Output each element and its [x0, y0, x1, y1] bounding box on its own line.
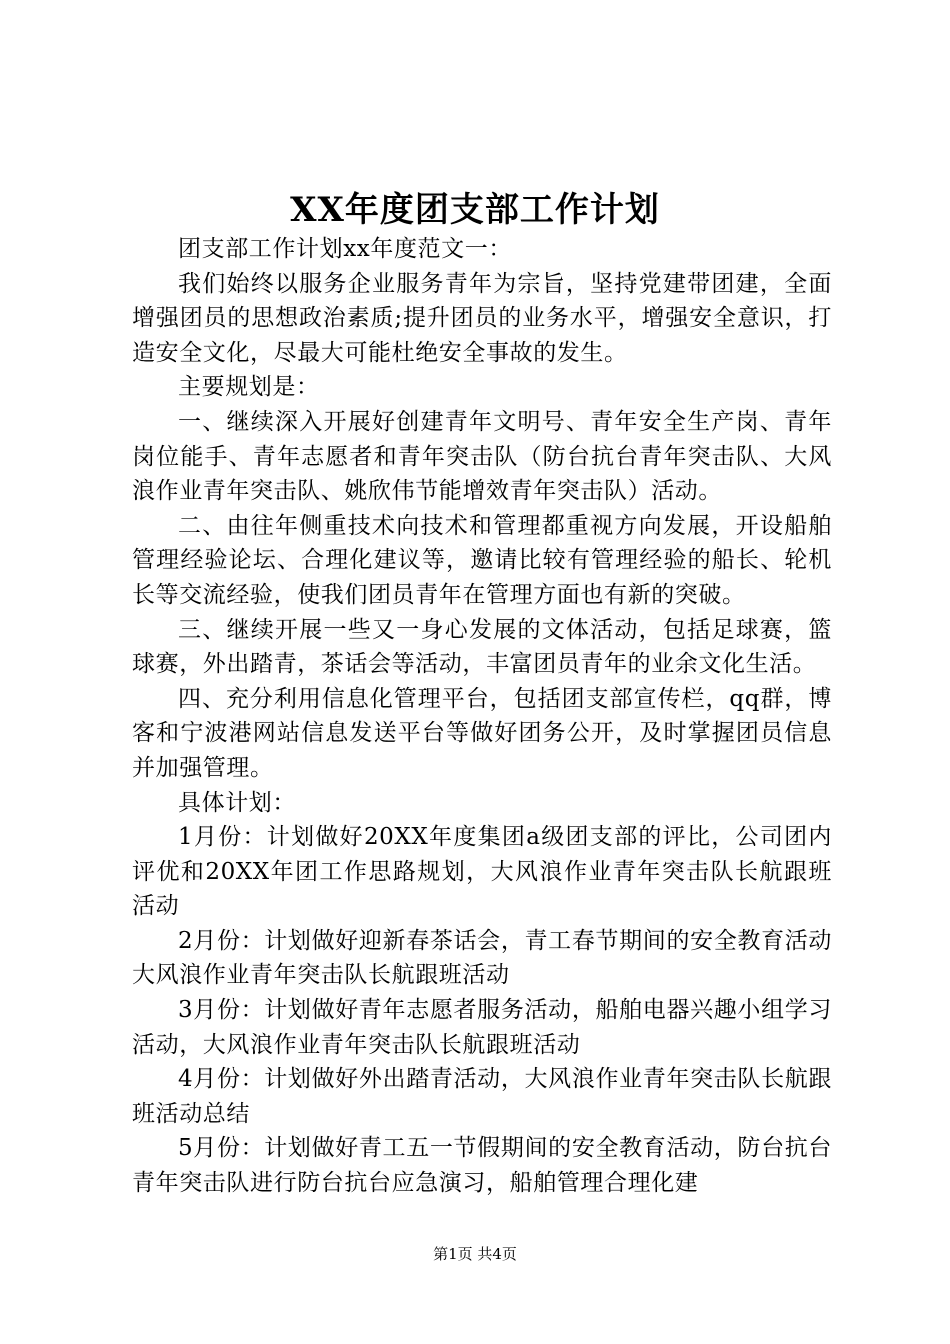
paragraph-plan-item-3: 三、继续开展一些又一身心发展的文体活动，包括足球赛，篮球赛，外出踏青，茶话会等活动，丰富团员青年的业余文化生活。 [132, 616, 832, 678]
paragraph-plan-item-4: 四、充分利用信息化管理平台，包括团支部宣传栏，qq群，博客和宁波港网站信息发送平台等做好团务公开，及时掌握团员信息并加强管理。 [132, 685, 832, 781]
document-body [132, 232, 832, 1201]
paragraph-month-1: 1月份：计划做好20XX年度集团a级团支部的评比，公司团内评优和20XX年团工作思路规划，大风浪作业青年突击队长航跟班活动 [132, 824, 832, 920]
paragraph-purpose: 我们始终以服务企业服务青年为宗旨，坚持党建带团建，全面增强团员的思想政治素质;提升团员的业务水平，增强安全意识，打造安全文化，尽最大可能杜绝安全事故的发生。 [132, 270, 832, 366]
paragraph-plan-item-1: 一、继续深入开展好创建青年文明号、青年安全生产岗、青年岗位能手、青年志愿者和青年突击队（防台抗台青年突击队、大风浪作业青年突击队、姚欣伟节能增效青年突击队）活动。 [132, 408, 832, 505]
paragraph-month-4: 4月份：计划做好外出踏青活动，大风浪作业青年突击队长航跟班活动总结 [132, 1066, 832, 1127]
paragraph-main-plan-heading: 主要规划是： [178, 374, 320, 401]
document-title: XX年度团支部工作计划 [290, 190, 660, 230]
paragraph-plan-item-2: 二、由往年侧重技术向技术和管理都重视方向发展，开设船舶管理经验论坛、合理化建议等，邀请比较有管理经验的船长、轮机长等交流经验，使我们团员青年在管理方面也有新的突破。 [132, 512, 832, 608]
paragraph-month-5: 5月份：计划做好青工五一节假期间的安全教育活动，防台抗台青年突击队进行防台抗台应急演习，船舶管理合理化建 [132, 1135, 832, 1197]
paragraph-detail-heading: 具体计划： [178, 789, 296, 816]
paragraph-month-3: 3月份：计划做好青年志愿者服务活动，船舶电器兴趣小组学习活动，大风浪作业青年突击队长航跟班活动 [132, 997, 832, 1058]
paragraph-month-2: 2月份：计划做好迎新春茶话会，青工春节期间的安全教育活动大风浪作业青年突击队长航跟班活动 [132, 927, 832, 989]
paragraph-intro: 团支部工作计划xx年度范文一： [178, 236, 512, 262]
page-number-footer: 第1页 共4页 [433, 1245, 517, 1263]
